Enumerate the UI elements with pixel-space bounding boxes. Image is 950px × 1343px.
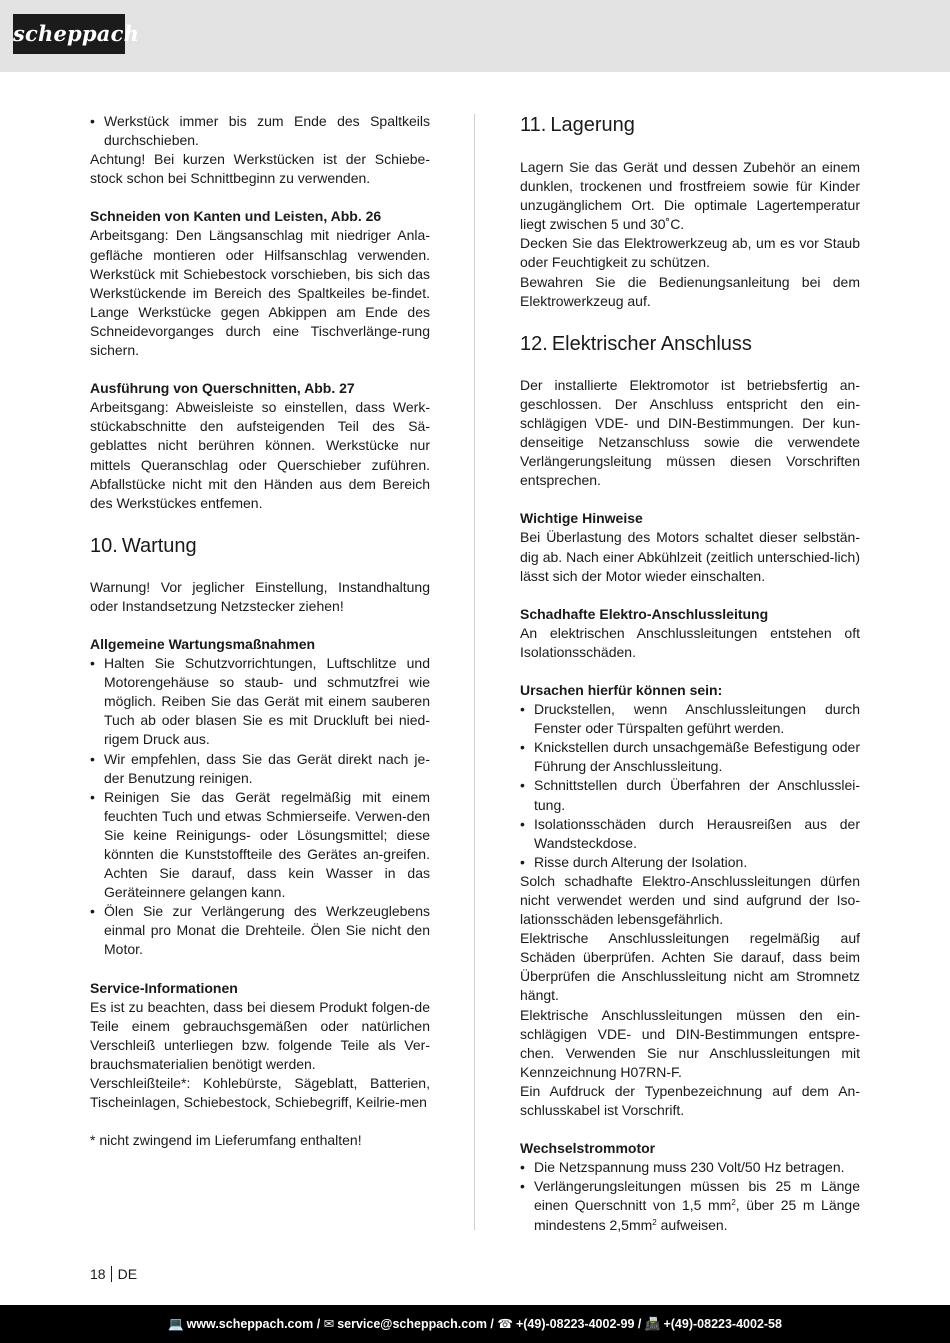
paragraph: Bewahren Sie die Bedienungsanleitung bei dem Elektrowerkzeug auf. — [520, 273, 860, 309]
email-link[interactable]: service@scheppach.com / — [337, 1317, 494, 1331]
list-item: • Druckstellen, wenn Anschlussleitungen durch Fenster oder Türspalten geführt werden. — [520, 701, 860, 737]
bullet-icon: • — [90, 113, 95, 129]
paragraph: Lagern Sie das Gerät und dessen Zubehör an einem dunklen, trockenen und frostfreiem sowie für Kinder unzugänglichem Ort. Die optimale Lagertemperatur liegt zwischen 5 und 30˚C. — [520, 159, 860, 233]
list-item: • Ölen Sie zur Verlängerung des Werkzeuglebens einmal pro Monat die Drehteile. Ölen Sie nicht den Motor. — [90, 903, 430, 958]
section-heading: 10. Wartung — [90, 534, 197, 557]
fax-icon: 📠 — [644, 1317, 661, 1331]
subheading: Schneiden von Kanten und Leisten, Abb. 26 — [90, 208, 382, 225]
website-link[interactable]: www.scheppach.com / — [186, 1317, 321, 1331]
subheading: Service-Informationen — [90, 979, 238, 996]
contact-footer — [0, 1305, 950, 1343]
bullet-icon: • — [90, 750, 95, 767]
bullet-icon: • — [90, 788, 95, 805]
phone-number: +(49)-08223-4002-99 / — [515, 1317, 642, 1331]
paragraph: Elektrische Anschlussleitungen regelmäßig auf Schäden überprüfen. Achten Sie darauf, dass beim Überprüfen die Anschlussleitung nicht am Stromnetz hängt. — [520, 930, 860, 1004]
paragraph: Achtung! Bei kurzen Werkstücken ist der Schiebe-stock schon bei Schnittbeginn zu verwenden. — [90, 151, 430, 187]
list-item: • Verlängerungsleitungen müssen bis 25 m Länge einen Querschnitt von 1,5 $mm^2$, über 25 m Länge mindestens $2,5mm^2$ aufweisen. — [520, 1178, 860, 1233]
list-item: • Risse durch Alterung der Isolation. — [520, 853, 860, 872]
bullet-icon: • — [520, 853, 525, 870]
section-heading: 12. Elektrischer Anschluss — [520, 332, 752, 355]
bullet-icon: • — [520, 1159, 525, 1176]
section-heading: 11. Lagerung — [520, 114, 635, 136]
list-item: • Die Netzspannung muss 230 Volt/50 Hz betragen. — [520, 1158, 860, 1177]
paragraph: Arbeitsgang: Abweisleiste so einstellen, dass Werk-stückabschnitte den aufsteigenden Teil des Sä-geblattes nicht berühren können. Werkstücke nur mittels Queranschlag oder Querschieber zuführen. Abfallstücke nicht mit den Händen aus dem Bereich des Werkstückes entfemen. — [90, 399, 430, 511]
list-item: • Isolationsschäden durch Herausreißen aus der Wandsteckdose. — [520, 815, 860, 851]
list-item: • Knickstellen durch unsachgemäße Befestigung oder Führung der Anschlussleitung. — [520, 739, 860, 775]
bullet-icon: • — [90, 655, 95, 672]
page-number: 18 DE — [90, 1266, 138, 1282]
fax-number: +(49)-08223-4002-58 — [663, 1317, 782, 1331]
list-item: • Wir empfehlen, dass Sie das Gerät direkt nach je-der Benutzung reinigen. — [90, 750, 430, 786]
computer-icon: 💻 — [168, 1317, 184, 1331]
subheading: Schadhafte Elektro-Anschlussleitung — [520, 605, 769, 622]
subheading: Ursachen hierfür können sein: — [520, 681, 723, 698]
mail-icon: ✉ — [323, 1317, 335, 1331]
list-item: • Reinigen Sie das Gerät regelmäßig mit einem feuchten Tuch und etwas Schmierseife. Verwen-den Sie keine Reinigungs- oder Lösungsmittel; diese könnten die Kunststoffteile des Gerätes an-greifen. Achten Sie darauf, dass kein Wasser in das Geräteinnere gelangen kann. — [90, 788, 430, 901]
bullet-icon: • — [520, 1178, 525, 1195]
paragraph: An elektrischen Anschlussleitungen entstehen oft Isolationsschäden. — [520, 624, 860, 660]
left-column — [90, 112, 430, 1150]
paragraph: Warnung! Vor jeglicher Einstellung, Instandhaltung oder Instandsetzung Netzstecker ziehen! — [90, 578, 430, 614]
separator — [111, 1266, 112, 1282]
paragraph: Bei Überlastung des Motors schaltet dieser selbstän-dig ab. Nach einer Abkühlzeit (zeitlich unterschied-lich) lässt sich der Motor wieder einschalten. — [520, 529, 860, 584]
subheading: Wechselstrommotor — [520, 1140, 656, 1157]
paragraph: Solch schadhafte Elektro-Anschlussleitungen dürfen nicht verwendet werden und sind aufgrund der Iso-lationsschäden lebensgefährlich. — [520, 872, 860, 928]
bullet-icon: • — [90, 903, 95, 920]
subheading: Ausführung von Querschnitten, Abb. 27 — [90, 380, 355, 397]
paragraph: Arbeitsgang: Den Längsanschlag mit niedriger Anla-gefläche montieren oder Hilfsanschlag verwenden. Werkstück mit Schiebestock vorschieben, bis sich das Werkstückende im Bereich des Spaltkeiles be-findet. Lange Werkstücke gegen Abkippen am Ende des Schneidevorganges durch eine Tischverlänge-rung sichern. — [90, 227, 430, 359]
paragraph: Ein Aufdruck der Typenbezeichnung auf dem An-schlusskabel ist Vorschrift. — [520, 1082, 860, 1119]
paragraph: Der installierte Elektromotor ist betriebsfertig an-geschlossen. Der Anschluss entspricht den ein-schlägigen VDE- und DIN-Bestimmungen. Der kun-denseitige Netzanschluss sowie die verwendete Verlängerungsleitung müssen diesen Vorschriften entsprechen. — [520, 376, 860, 489]
brand-logo: scheppach — [13, 14, 125, 54]
list-item: • Halten Sie Schutzvorrichtungen, Luftschlitze und Motorengehäuse so staub- und schmutzfrei wie möglich. Reiben Sie das Gerät mit einem sauberen Tuch ab oder blasen Sie es mit Druckluft bei nied-rigem Druck aus. — [90, 655, 430, 748]
phone-icon: ☎ — [497, 1317, 513, 1331]
list-item: • Schnittstellen durch Überfahren der Anschlusslei-tung. — [520, 777, 860, 813]
bullet-icon: • — [520, 739, 525, 756]
bullet-icon: • — [520, 701, 525, 718]
column-divider — [474, 114, 475, 1230]
page-header — [0, 0, 950, 72]
paragraph: Elektrische Anschlussleitungen müssen den ein-schlägigen VDE- und DIN-Bestimmungen entspre-chen. Verwenden Sie nur Anschlussleitungen mit Kennzeichnung H07RN-F. — [520, 1006, 860, 1080]
paragraph: Verschleißteile*: Kohlebürste, Sägeblatt, Batterien, Tischeinlagen, Schiebestock, Schiebegriff, Keilrie-men — [90, 1075, 430, 1111]
list-item: • Werkstück immer bis zum Ende des Spaltkeils durchschieben. — [90, 113, 430, 149]
bullet-icon: • — [520, 815, 525, 832]
bullet-icon: • — [520, 777, 525, 794]
subheading: Wichtige Hinweise — [520, 510, 643, 527]
footnote: * nicht zwingend im Lieferumfang enthalten! — [90, 1132, 362, 1149]
paragraph: Es ist zu beachten, dass bei diesem Produkt folgen-de Teile einem gebrauchsgemäßen oder natürlichen Verschleiß unterliegen bzw. folgende Teile als Ver-brauchsmaterialien benötigt werden. — [90, 998, 430, 1072]
paragraph: Decken Sie das Elektrowerkzeug ab, um es vor Staub oder Feuchtigkeit zu schützen. — [520, 235, 860, 271]
right-column — [520, 112, 860, 1235]
subheading: Allgemeine Wartungsmaßnahmen — [90, 635, 316, 652]
